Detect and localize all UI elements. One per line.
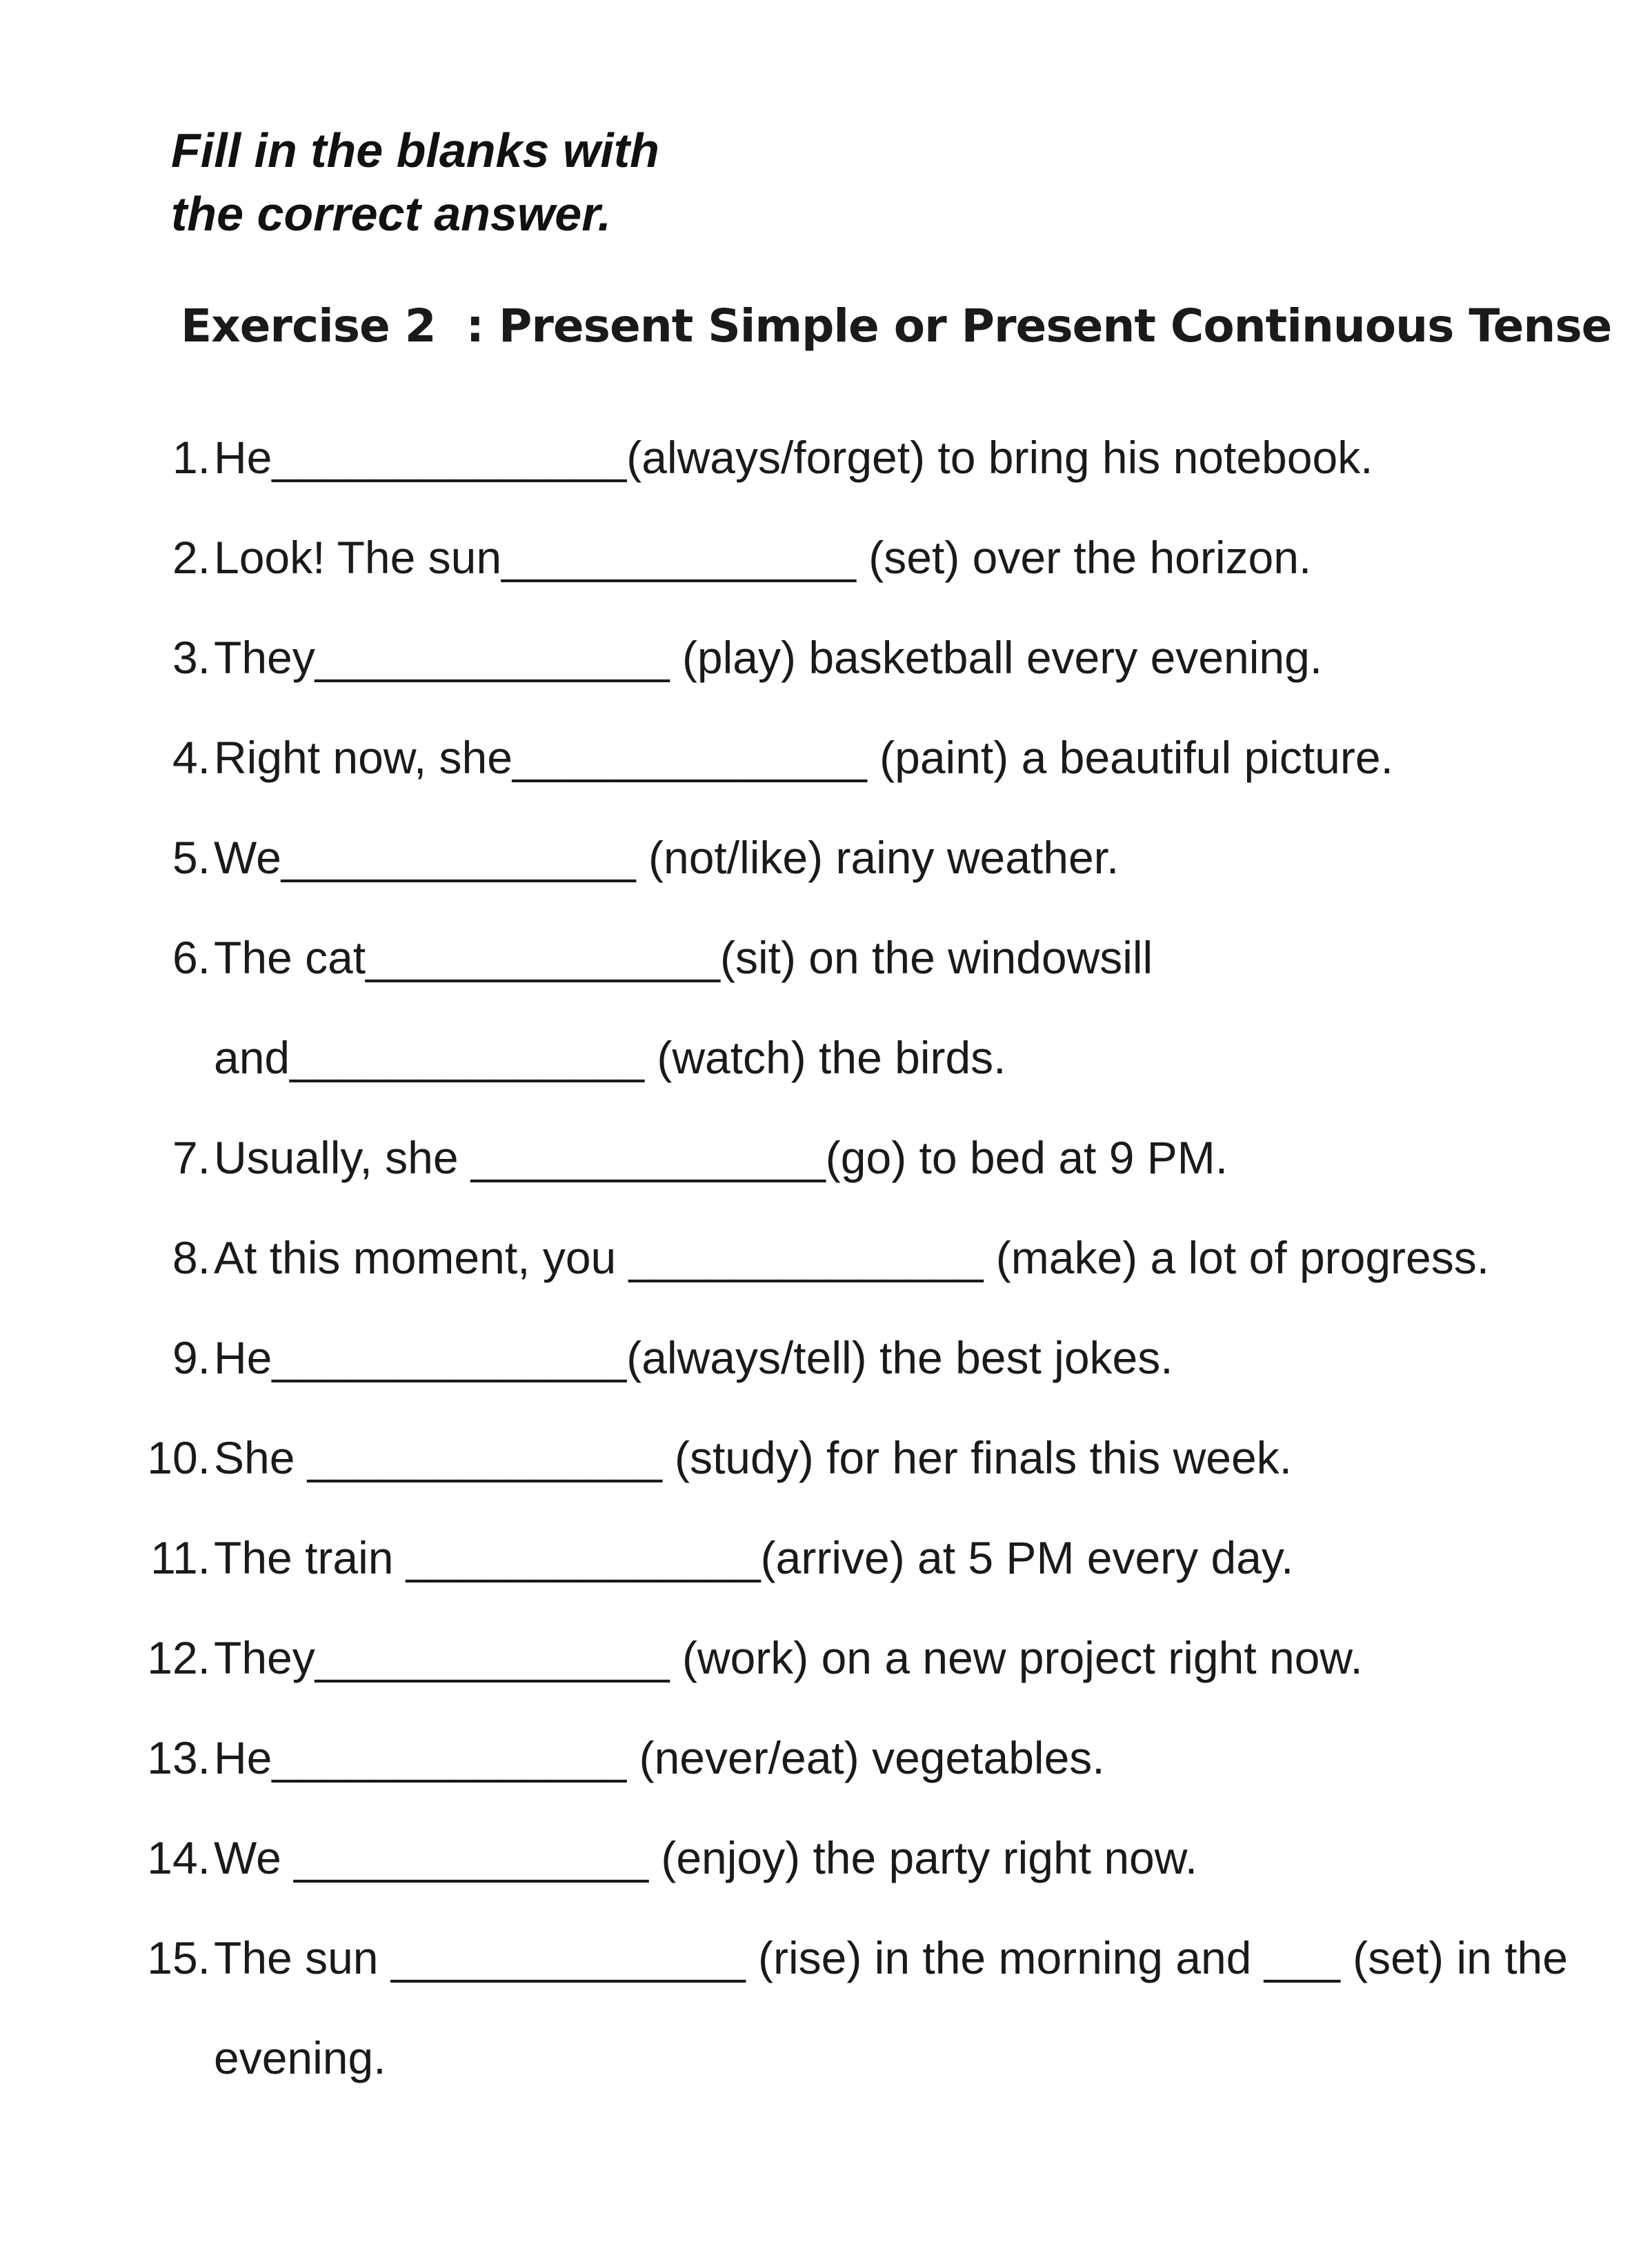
question-11 bbox=[0, 1520, 1652, 1620]
question-5 bbox=[0, 820, 1652, 920]
question-list bbox=[0, 419, 1652, 2120]
question-4 bbox=[0, 720, 1652, 820]
question-text: The train ______________(arrive) at 5 PM every day. bbox=[214, 1532, 1294, 1583]
question-text: We______________ (not/like) rainy weather. bbox=[214, 832, 1119, 883]
question-2 bbox=[0, 519, 1652, 619]
question-6 bbox=[0, 920, 1652, 1120]
question-text: Look! The sun______________ (set) over the horizon. bbox=[214, 532, 1312, 583]
question-number: 4. bbox=[172, 732, 210, 783]
question-8 bbox=[0, 1220, 1652, 1320]
question-10 bbox=[0, 1420, 1652, 1520]
question-number: 2. bbox=[172, 532, 210, 583]
question-number: 6. bbox=[172, 932, 210, 983]
question-text: At this moment, you ______________ (make) a lot of progress. bbox=[214, 1232, 1490, 1283]
question-3 bbox=[0, 619, 1652, 720]
question-12 bbox=[0, 1620, 1652, 1720]
question-number: 1. bbox=[172, 432, 210, 483]
question-number: 13. bbox=[147, 1732, 210, 1783]
question-number: 8. bbox=[172, 1232, 210, 1283]
question-number: 11. bbox=[150, 1532, 210, 1583]
question-number: 12. bbox=[147, 1632, 210, 1683]
exercise-title: Exercise 2 : Present Simple or Present Continuous Tense bbox=[181, 299, 1612, 353]
question-text: The cat______________(sit) on the windowsill and______________ (watch) the birds. bbox=[214, 932, 1153, 1083]
question-text: Right now, she______________ (paint) a beautiful picture. bbox=[214, 732, 1393, 783]
question-text: He______________ (never/eat) vegetables. bbox=[214, 1732, 1105, 1783]
question-15 bbox=[0, 1920, 1652, 2120]
question-text: She ______________ (study) for her finals this week. bbox=[214, 1432, 1292, 1483]
question-text: He______________(always/forget) to bring his notebook. bbox=[214, 432, 1373, 483]
question-text: They______________ (play) basketball every evening. bbox=[214, 632, 1323, 683]
question-13 bbox=[0, 1720, 1652, 1820]
instruction-line-2: the correct answer. bbox=[171, 187, 612, 241]
question-number: 5. bbox=[172, 832, 210, 883]
instruction-heading bbox=[171, 119, 659, 246]
question-text: They______________ (work) on a new project right now. bbox=[214, 1632, 1363, 1683]
question-number: 3. bbox=[172, 632, 210, 683]
question-number: 14. bbox=[147, 1832, 210, 1883]
question-number: 15. bbox=[147, 1932, 210, 1983]
instruction-line-1: Fill in the blanks with bbox=[171, 123, 659, 177]
question-text: He______________(always/tell) the best jokes. bbox=[214, 1332, 1173, 1383]
question-1 bbox=[0, 419, 1652, 519]
question-9 bbox=[0, 1320, 1652, 1420]
question-text: We ______________ (enjoy) the party right now. bbox=[214, 1832, 1198, 1883]
question-text: Usually, she ______________(go) to bed at 9 PM. bbox=[214, 1132, 1228, 1183]
question-number: 7. bbox=[172, 1132, 210, 1183]
question-text: The sun ______________ (rise) in the morning and ___ (set) in the evening. bbox=[214, 1932, 1568, 2083]
question-7 bbox=[0, 1120, 1652, 1220]
question-14 bbox=[0, 1820, 1652, 1920]
question-number: 10. bbox=[147, 1432, 210, 1483]
question-number: 9. bbox=[172, 1332, 210, 1383]
